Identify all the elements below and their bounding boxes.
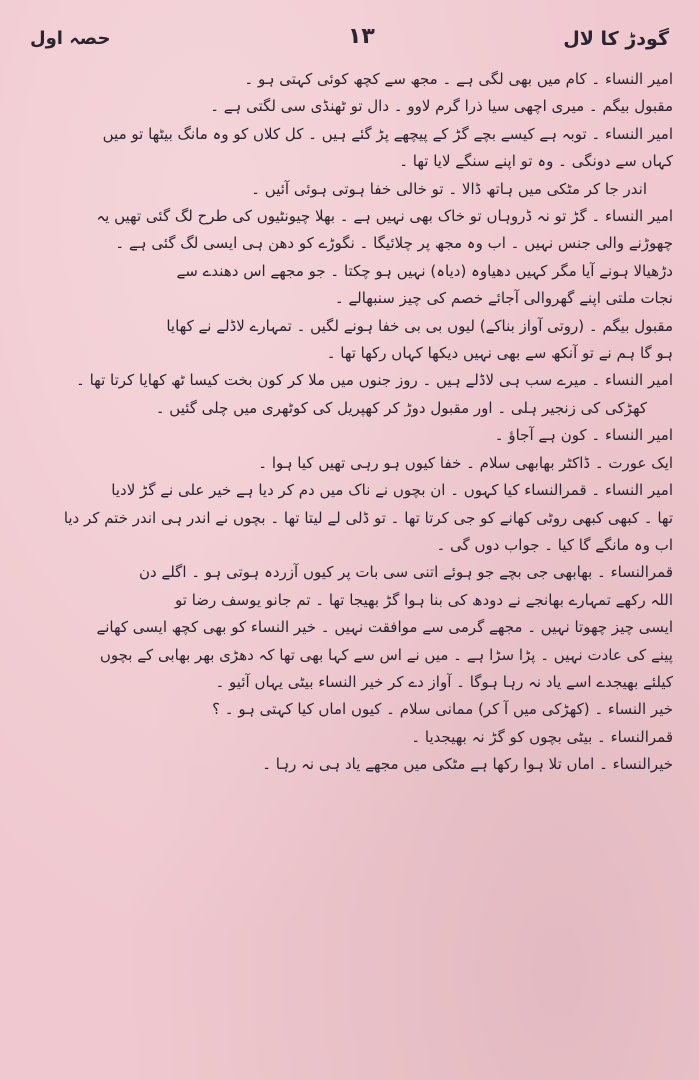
- text-line: امیر النساء ۔ میرے سب ہی لاڈلے ہیں ۔ روز جنوں میں ملا کر کون بخت کیسا ٹھ کھایا کرتا تھا ۔: [76, 371, 673, 390]
- text-line: قمرالنساء ۔ بھابھی جی بچے جو ہوئے اتنی سی بات پر کیوں آزردہ ہوتی ہو ۔ اگلے دن: [138, 563, 673, 582]
- text-line: مقبول بیگم ۔ میری اچھی سیا ذرا گرم لاوو ۔ دال تو ٹھنڈی سی لگتی ہے ۔: [210, 97, 673, 116]
- text-line: دڑھیالا ہونے آیا مگر کہیں دھیاوہ (دیاہ) نہیں ہو چکتا ۔ جو مجھے اس دھندے سے: [176, 261, 673, 280]
- text-line: اندر جا کر مٹکی میں ہاتھ ڈالا ۔ تو خالی خفا ہوتی ہوئی آئیں ۔: [251, 179, 647, 198]
- text-line: امیر النساء ۔ قمرالنساء کیا کہوں ۔ ان بچوں نے ناک میں دم کر دیا ہے خیر علی نے گڑ لادیا: [111, 481, 673, 500]
- page-body-text: [30, 66, 673, 779]
- text-line: کھڑکی کی زنجیر ہلی ۔ اور مقبول دوڑ کر کھپریل کی کوٹھری میں چلی گئیں ۔: [155, 398, 647, 417]
- text-line: امیر النساء ۔ کام میں بھی لگی ہے ۔ مجھ سے کچھ کوئی کہتی ہو ۔: [244, 70, 673, 88]
- text-line: کیلئے بھیجدے اسے یاد نہ رہا ہوگا ۔ آواز دے کر خیر النساء بیٹی یہاں آئیو ۔: [215, 672, 673, 691]
- text-line: ہو گا ہم نے تو آنکھ سے بھی نہیں دیکھا کہاں رکھا تھا ۔: [326, 344, 673, 363]
- text-line: خیر النساء ۔ (کھڑکی میں آ کر) ممانی سلام ۔ کیوں اماں کیا کہتی ہو ۔ ؟: [212, 700, 673, 719]
- text-line: چھوڑنے والی جنس نہیں ۔ اب وہ مجھ پر چلائیگا ۔ نگوڑے کو دھن ہی ایسی لگ گئی ہے ۔: [115, 234, 673, 253]
- text-line: امیر النساء ۔ کون ہے آجاؤ ۔: [494, 426, 673, 445]
- text-line: امیر النساء ۔ گڑ تو نہ ڈروہاں تو خاک بھی نہیں ہے ۔ بھلا چیونٹیوں کی طرح لگ گئی تھیں یہ: [96, 207, 673, 226]
- text-line: پینے کی عادت نہیں ۔ پڑا سڑا ہے ۔ میں نے اس سے کہا بھی تھا کہ دھڑی بھر بھابی کے بچوں: [99, 645, 673, 664]
- text-line: ایسی چیز چھوتا نہیں ۔ مجھے گرمی سے موافقت نہیں ۔ خیر النساء کو بھی کچھ ایسی کھانے: [96, 618, 673, 637]
- text-line: نجات ملتی اپنے گھروالی آجائے خصم کی چیز سنبھالے ۔: [334, 289, 673, 308]
- text-line: تھا ۔ کبھی کبھی روٹی کھانے کو جی کرتا تھا ۔ تو ڈلی لے لیتا تھا ۔ بچوں نے اندر ہی اندر ختم کر دیا: [63, 508, 673, 527]
- book-title: گودڑ کا لال: [563, 28, 669, 50]
- text-line: اللہ رکھے تمہارے بھانجے نے دودھ کی بنا ہوا گڑ بھیجا تھا ۔ تم جانو یوسف رضا تو: [175, 590, 673, 609]
- text-line: اب وہ مانگے گا کیا ۔ جواب دوں گی ۔: [436, 535, 673, 554]
- section-label: حصہ اول: [30, 28, 111, 49]
- text-line: خیرالنساء ۔ اماں تلا ہوا رکھا ہے مٹکی میں مجھے یاد ہی نہ رہا ۔: [262, 755, 673, 774]
- page-number: ۱۳: [348, 24, 375, 49]
- text-line: امیر النساء ۔ توبہ ہے کیسے بچے گڑ کے پیچھے پڑ گئے ہیں ۔ کل کلاں کو وہ مانگ بیٹھا تو میں: [102, 124, 673, 143]
- text-line: کہاں سے دونگی ۔ وہ تو اپنے سنگے لایا تھا ۔: [399, 152, 673, 171]
- text-line: مقبول بیگم ۔ (روتی آواز بناکے) لیوں بی بی خفا ہونے لگیں ۔ تمہارے لاڈلے نے کھایا: [166, 316, 673, 335]
- text-line: ایک عورت ۔ ڈاکٹر بھابھی سلام ۔ خفا کیوں ہو رہی تھیں کیا ہوا ۔: [258, 453, 673, 472]
- page-header: [30, 22, 669, 58]
- text-line: قمرالنساء ۔ بیٹی بچوں کو گڑ نہ بھیجدیا ۔: [411, 727, 673, 746]
